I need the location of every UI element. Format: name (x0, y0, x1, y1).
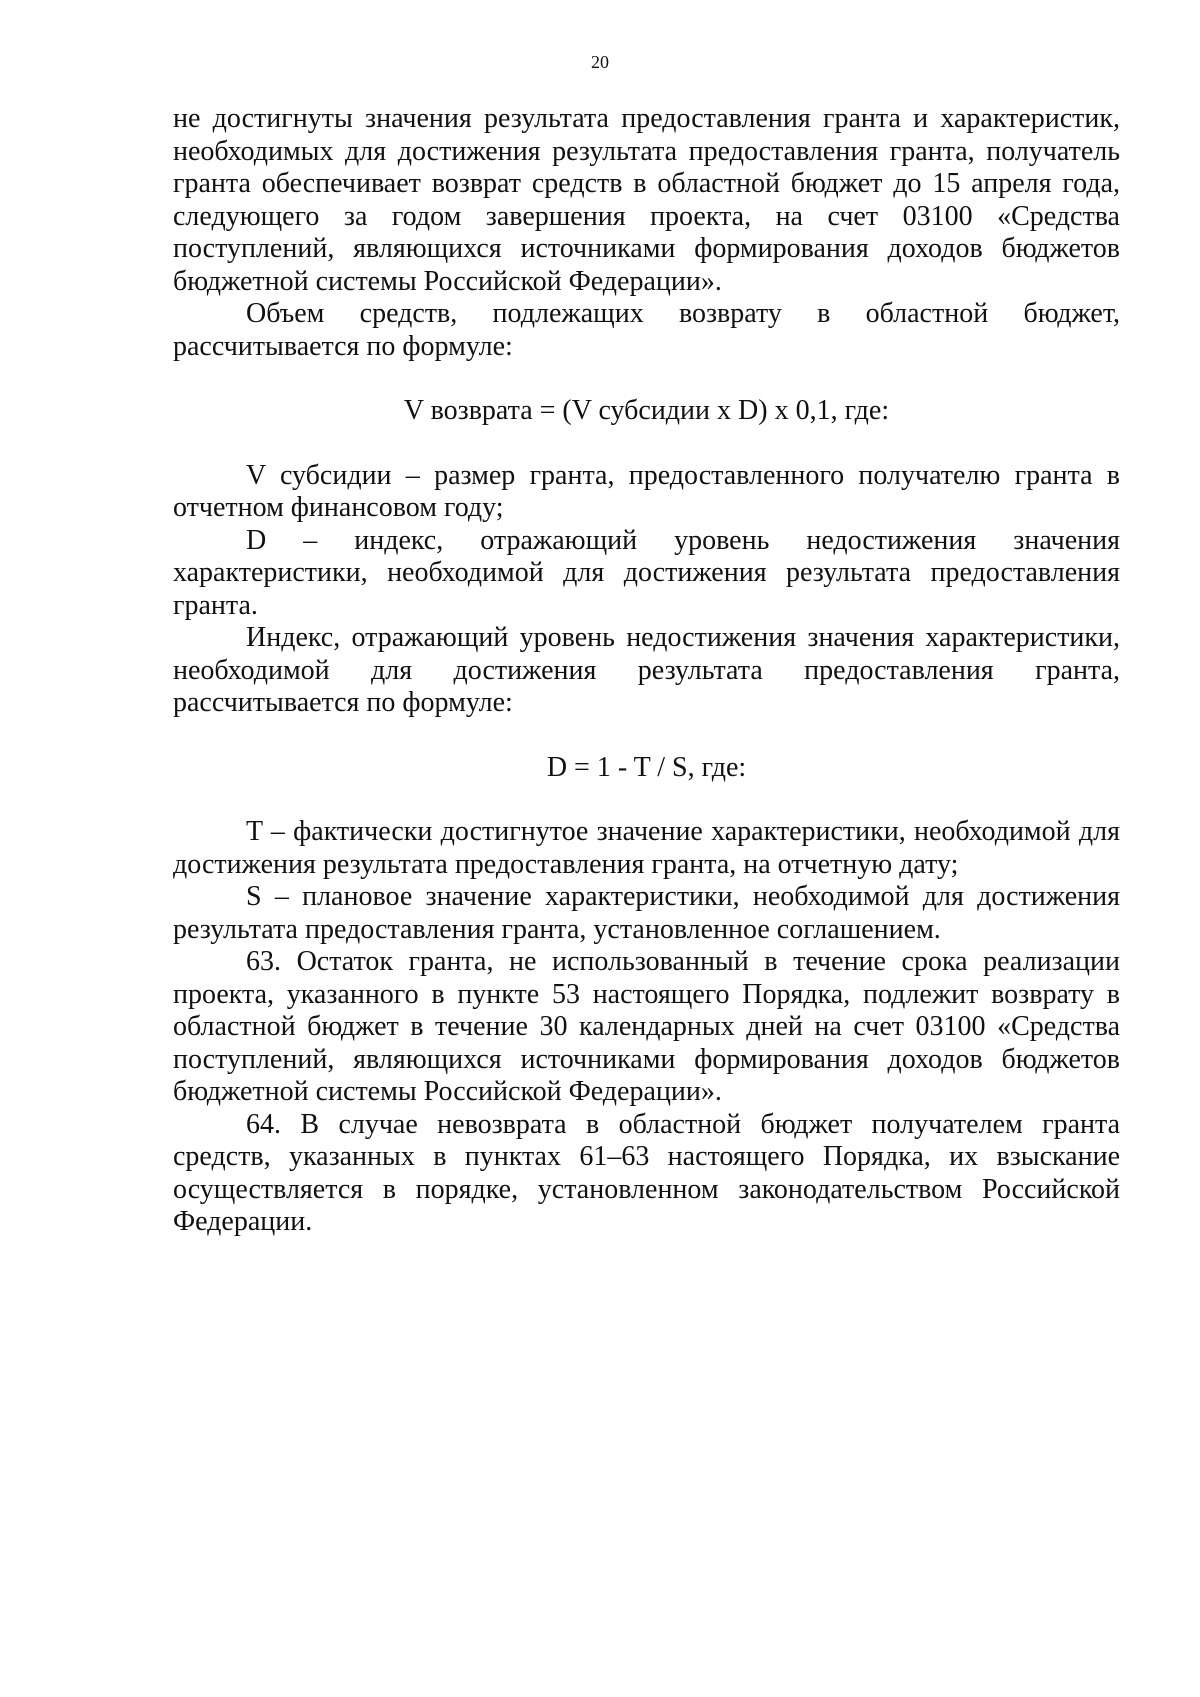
paragraph-v-subsidy-definition: V субсидии – размер гранта, предоставленного получателю гранта в отчетном финансовом году; (173, 459, 1120, 523)
paragraph-item-64: 64. В случае невозврата в областной бюджет получателем гранта средств, указанных в пунктах 61–63 настоящего Порядка, их взыскание осуществляется в порядке, установленном законодательством Российской Федерации. (173, 1108, 1120, 1237)
page-number: 20 (591, 52, 609, 72)
paragraph-refund-volume: Объем средств, подлежащих возврату в областной бюджет, рассчитывается по формуле: (173, 298, 1120, 362)
document-body (173, 103, 1120, 1239)
formula-refund: V возврата = (V субсидии x D) x 0,1, где: (403, 395, 890, 426)
paragraph-d-definition: D – индекс, отражающий уровень недостижения значения характеристики, необходимой для достижения результата предоставления гранта. (173, 524, 1120, 621)
formula-index: D = 1 - T / S, где: (546, 751, 747, 783)
paragraph-item-63: 63. Остаток гранта, не использованный в течение срока реализации проекта, указанного в пункте 53 настоящего Порядка, подлежит возврату в областной бюджет в течение 30 календарных дней на счет 03100 «Средства поступлений, являющихся источниками формирования доходов бюджетов бюджетной системы Российской Федерации». (173, 946, 1120, 1107)
paragraph-t-definition: T – фактически достигнутое значение характеристики, необходимой для достижения результата предоставления гранта, на отчетную дату; (173, 816, 1120, 880)
paragraph-continuation: не достигнуты значения результата предоставления гранта и характеристик, необходимых для достижения результата предоставления гранта, получатель гранта обеспечивает возврат средств в областной бюджет до 15 апреля года, следующего за годом завершения проекта, на счет 03100 «Средства поступлений, являющихся источниками формирования доходов бюджетов бюджетной системы Российской Федерации». (173, 103, 1120, 297)
paragraph-index-formula-intro: Индекс, отражающий уровень недостижения значения характеристики, необходимой для достижения результата предоставления гранта, рассчитывается по формуле: (173, 622, 1120, 718)
paragraph-s-definition: S – плановое значение характеристики, необходимой для достижения результата предоставления гранта, установленное соглашением. (173, 881, 1120, 945)
